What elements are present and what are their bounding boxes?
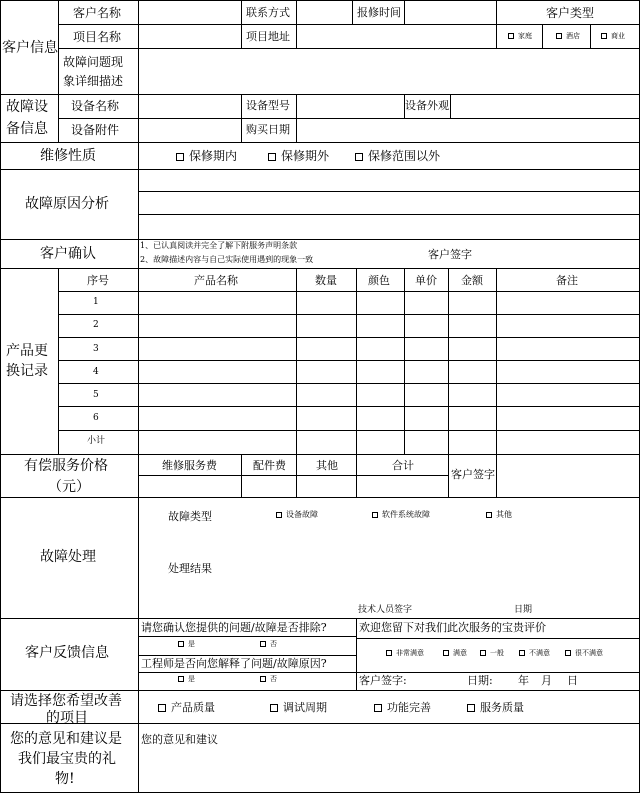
col-header-color: 颜色 (368, 274, 390, 287)
row-index: 3 (93, 344, 99, 354)
checkbox-icon (268, 153, 276, 161)
fault-desc-label-2: 象详细描述 (63, 74, 124, 88)
device-name-label: 设备名称 (71, 99, 120, 113)
checkbox-icon (176, 153, 184, 161)
rating-very-unsatisfied[interactable]: 很不满意 (565, 650, 603, 657)
report-time-label: 报修时间 (357, 6, 401, 19)
checkbox-icon (467, 704, 475, 712)
improve-option-debug-cycle[interactable]: 调试周期 (270, 702, 327, 713)
col-header-amount: 金额 (461, 274, 483, 287)
rating-neutral[interactable]: 一般 (480, 650, 504, 657)
feedback-month-label: 月 (541, 674, 552, 687)
other-fee-label: 其他 (316, 459, 338, 472)
improve-option-features[interactable]: 功能完善 (374, 702, 431, 713)
checkbox-icon (386, 650, 392, 656)
row-index: 4 (93, 367, 99, 377)
checkbox-icon (270, 704, 278, 712)
paid-signature-label: 客户签字 (451, 468, 495, 481)
row-index: 1 (93, 297, 99, 307)
rating-prompt: 欢迎您留下对我们此次服务的宝贵评价 (359, 621, 546, 634)
customer-type-label: 客户类型 (546, 6, 595, 20)
fault-type-other[interactable]: 其他 (486, 511, 512, 519)
feedback-day-label: 日 (567, 674, 578, 687)
nature-option-out-scope[interactable]: 保修范围以外 (355, 150, 440, 162)
handling-date-label: 日期 (514, 605, 533, 615)
feedback-q1: 请您确认您提供的问题/故障是否排除? (141, 621, 327, 634)
confirm-line-2: 2、故障描述内容与自己实际使用遇到的现象一致 (140, 255, 314, 264)
customer-section-label: 客户信息 (2, 40, 58, 56)
rating-satisfied[interactable]: 满意 (443, 650, 467, 657)
checkbox-icon (158, 704, 166, 712)
col-header-product: 产品名称 (194, 274, 238, 287)
checkbox-icon (565, 650, 571, 656)
checkbox-icon (355, 153, 363, 161)
checkbox-icon (443, 650, 449, 656)
parts-section-label-1: 产品更 (6, 343, 48, 359)
checkbox-icon (508, 33, 514, 39)
cause-analysis-label: 故障原因分析 (25, 196, 109, 212)
nature-option-in-warranty[interactable]: 保修期内 (176, 150, 237, 162)
checkbox-icon (260, 641, 266, 647)
technician-signature-label: 技术人员签字 (358, 605, 413, 615)
col-header-index: 序号 (87, 274, 109, 287)
rating-unsatisfied[interactable]: 不满意 (519, 650, 550, 657)
contact-label: 联系方式 (246, 6, 290, 19)
suggest-label-3: 物! (55, 771, 75, 787)
parts-fee-label: 配件费 (253, 459, 286, 472)
paid-label-1: 有偿服务价格 (24, 458, 108, 474)
fault-type-device[interactable]: 设备故障 (276, 511, 318, 519)
checkbox-icon (260, 676, 266, 682)
checkbox-icon (486, 512, 492, 518)
paid-label-2: （元） (48, 479, 90, 495)
row-index: 5 (93, 390, 99, 400)
feedback-label: 客户反馈信息 (25, 645, 109, 661)
handling-label: 故障处理 (40, 549, 96, 565)
project-address-label: 项目地址 (246, 30, 290, 43)
q2-yes-option[interactable]: 是 (178, 676, 195, 683)
improve-option-product[interactable]: 产品质量 (158, 702, 215, 713)
q1-yes-option[interactable]: 是 (178, 641, 195, 648)
checkbox-icon (480, 650, 486, 656)
repair-nature-label: 维修性质 (40, 148, 96, 164)
total-fee-label: 合计 (392, 459, 414, 472)
type-option-hotel[interactable]: 酒店 (556, 33, 580, 40)
fault-type-software[interactable]: 软件系统故障 (372, 511, 430, 519)
device-accessory-label: 设备附件 (71, 123, 120, 137)
checkbox-icon (372, 512, 378, 518)
confirm-line-1: 1、已认真阅读并完全了解下附服务声明条款 (140, 241, 298, 250)
fault-desc-label-1: 故障问题现 (63, 55, 124, 69)
confirm-signature-label: 客户签字 (428, 248, 472, 261)
type-option-home[interactable]: 家庭 (508, 33, 532, 40)
checkbox-icon (178, 676, 184, 682)
device-section-label-2: 备信息 (6, 121, 48, 137)
feedback-year-label: 年 (518, 674, 529, 687)
col-header-price: 单价 (415, 274, 437, 287)
parts-section-label-2: 换记录 (6, 363, 48, 379)
suggest-label-1: 您的意见和建议是 (10, 731, 122, 747)
rating-very-satisfied[interactable]: 非常满意 (386, 650, 424, 657)
row-index: 6 (93, 413, 99, 423)
row-subtotal: 小计 (87, 436, 106, 446)
device-model-label: 设备型号 (246, 99, 290, 112)
confirm-label: 客户确认 (40, 246, 96, 262)
customer-name-label: 客户名称 (73, 6, 122, 20)
q1-no-option[interactable]: 否 (260, 641, 277, 648)
q2-no-option[interactable]: 否 (260, 676, 277, 683)
improve-option-service[interactable]: 服务质量 (467, 702, 524, 713)
feedback-signature-label: 客户签字: (359, 674, 407, 687)
device-section-label-1: 故障设 (6, 99, 48, 115)
project-name-label: 项目名称 (73, 30, 122, 44)
result-label: 处理结果 (168, 562, 212, 575)
col-header-qty: 数量 (315, 274, 337, 287)
checkbox-icon (178, 641, 184, 647)
checkbox-icon (601, 33, 607, 39)
suggest-field-label: 您的意见和建议 (141, 733, 218, 746)
suggest-label-2: 我们最宝贵的礼 (18, 751, 116, 767)
improve-label-2: 的项目 (46, 710, 88, 726)
purchase-date-label: 购买日期 (246, 123, 290, 136)
device-appearance-label: 设备外观 (405, 99, 449, 112)
checkbox-icon (276, 512, 282, 518)
fault-type-label: 故障类型 (168, 510, 212, 523)
feedback-date-label: 日期: (467, 674, 493, 687)
type-option-business[interactable]: 商业 (601, 33, 625, 40)
service-fee-label: 维修服务费 (162, 459, 217, 472)
feedback-q2: 工程师是否向您解释了问题/故障原因? (141, 657, 327, 670)
nature-option-out-warranty[interactable]: 保修期外 (268, 150, 329, 162)
checkbox-icon (519, 650, 525, 656)
checkbox-icon (556, 33, 562, 39)
col-header-note: 备注 (556, 274, 578, 287)
checkbox-icon (374, 704, 382, 712)
improve-label-1: 请选择您希望改善 (10, 693, 122, 709)
row-index: 2 (93, 320, 99, 330)
